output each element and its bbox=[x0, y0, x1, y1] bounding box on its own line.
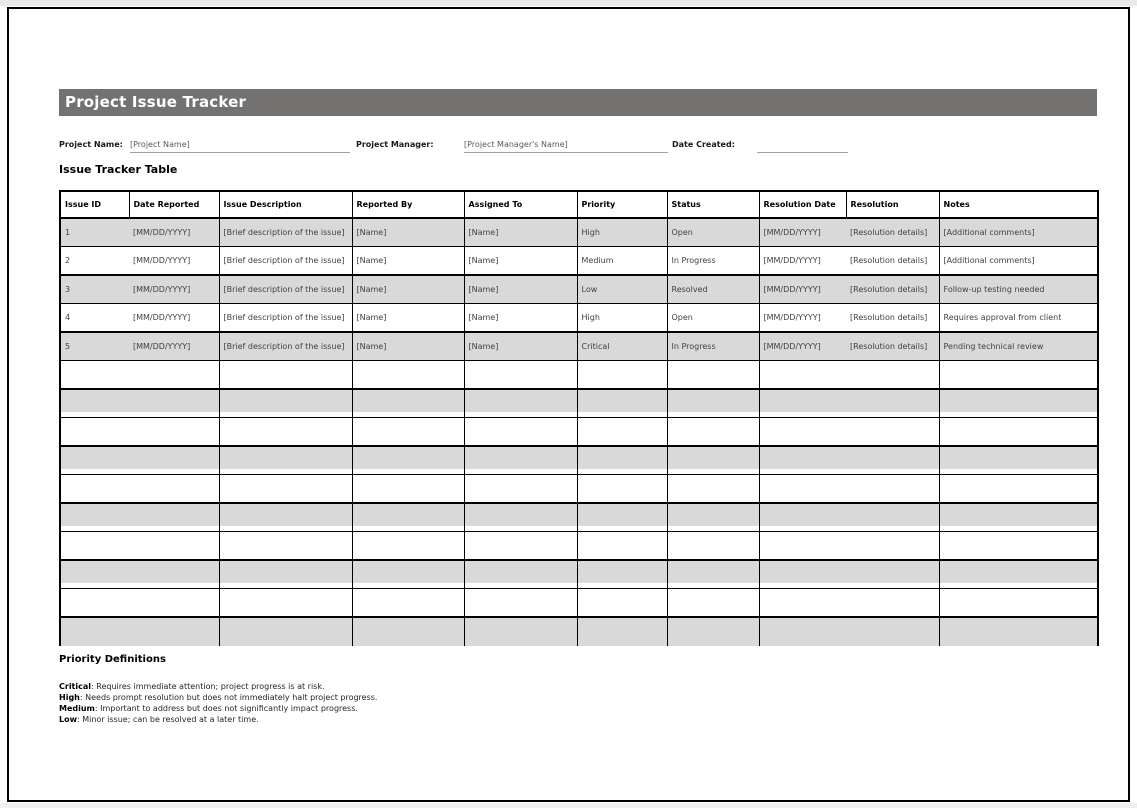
cell-issue-id[interactable]: 2 bbox=[60, 247, 129, 276]
cell-notes[interactable] bbox=[939, 475, 1098, 504]
cell-resolution-date[interactable]: [MM/DD/YYYY] bbox=[759, 275, 846, 304]
cell-resolution-date[interactable] bbox=[759, 617, 846, 646]
empty-table-row bbox=[60, 617, 1098, 646]
cell-assigned-to[interactable] bbox=[464, 475, 577, 504]
cell-priority[interactable] bbox=[577, 418, 667, 447]
cell-issue-id[interactable]: 1 bbox=[60, 218, 129, 247]
cell-notes[interactable] bbox=[939, 503, 1098, 532]
cell-assigned-to[interactable] bbox=[464, 418, 577, 447]
cell-notes[interactable] bbox=[939, 617, 1098, 646]
cell-date-reported[interactable] bbox=[129, 589, 219, 618]
cell-reported-by[interactable]: [Name] bbox=[352, 304, 464, 333]
cell-issue-id[interactable]: 5 bbox=[60, 332, 129, 361]
cell-issue-id[interactable] bbox=[60, 560, 129, 589]
cell-assigned-to[interactable]: [Name] bbox=[464, 304, 577, 333]
column-header-notes: Notes bbox=[939, 191, 1098, 218]
cell-issue-id[interactable] bbox=[60, 389, 129, 418]
cell-date-reported[interactable] bbox=[129, 361, 219, 390]
cell-notes[interactable]: [Additional comments] bbox=[939, 247, 1098, 276]
cell-priority[interactable] bbox=[577, 446, 667, 475]
cell-reported-by[interactable] bbox=[352, 418, 464, 447]
empty-table-row bbox=[60, 389, 1098, 418]
priority-separator: : bbox=[79, 693, 86, 702]
column-header-status: Status bbox=[667, 191, 759, 218]
document-page bbox=[7, 7, 1130, 802]
cell-reported-by[interactable] bbox=[352, 475, 464, 504]
cell-resolution[interactable] bbox=[846, 503, 939, 532]
cell-resolution[interactable] bbox=[846, 475, 939, 504]
cell-priority[interactable]: Critical bbox=[577, 332, 667, 361]
cell-resolution-date[interactable]: [MM/DD/YYYY] bbox=[759, 332, 846, 361]
project-name-label: Project Name: bbox=[59, 140, 123, 149]
cell-resolution[interactable] bbox=[846, 589, 939, 618]
cell-date-reported[interactable] bbox=[129, 532, 219, 561]
cell-resolution-date[interactable] bbox=[759, 389, 846, 418]
cell-date-reported[interactable] bbox=[129, 389, 219, 418]
column-header-assigned-to: Assigned To bbox=[464, 191, 577, 218]
cell-issue-description[interactable]: [Brief description of the issue] bbox=[219, 332, 352, 361]
cell-reported-by[interactable]: [Name] bbox=[352, 332, 464, 361]
priority-definition-text: Requires immediate attention; project progress is at risk. bbox=[96, 682, 325, 691]
cell-notes[interactable] bbox=[939, 389, 1098, 418]
cell-issue-id[interactable] bbox=[60, 532, 129, 561]
table-row bbox=[60, 275, 1098, 304]
column-header-issue-description: Issue Description bbox=[219, 191, 352, 218]
cell-issue-description[interactable] bbox=[219, 589, 352, 618]
empty-table-row bbox=[60, 361, 1098, 390]
window-backdrop-top bbox=[0, 0, 1137, 6]
date-created-input[interactable] bbox=[757, 137, 848, 153]
cell-status[interactable] bbox=[667, 446, 759, 475]
cell-notes[interactable] bbox=[939, 418, 1098, 447]
cell-notes[interactable]: [Additional comments] bbox=[939, 218, 1098, 247]
cell-assigned-to[interactable]: [Name] bbox=[464, 275, 577, 304]
priority-separator: : bbox=[91, 682, 97, 691]
cell-notes[interactable] bbox=[939, 361, 1098, 390]
priority-definition-text: Important to address but does not significantly impact progress. bbox=[100, 704, 358, 713]
priority-definition-text: Minor issue; can be resolved at a later time. bbox=[82, 715, 259, 724]
cell-resolution-date[interactable] bbox=[759, 418, 846, 447]
cell-priority[interactable] bbox=[577, 389, 667, 418]
page-title: Project Issue Tracker bbox=[65, 93, 247, 111]
issue-table-body bbox=[60, 218, 1098, 646]
cell-notes[interactable]: Pending technical review bbox=[939, 332, 1098, 361]
cell-issue-id[interactable] bbox=[60, 503, 129, 532]
cell-assigned-to[interactable]: [Name] bbox=[464, 218, 577, 247]
cell-date-reported[interactable] bbox=[129, 446, 219, 475]
cell-resolution[interactable] bbox=[846, 446, 939, 475]
cell-assigned-to[interactable] bbox=[464, 503, 577, 532]
cell-resolution[interactable] bbox=[846, 532, 939, 561]
document-title-bar bbox=[59, 89, 1097, 116]
cell-reported-by[interactable] bbox=[352, 560, 464, 589]
project-manager-label: Project Manager: bbox=[356, 140, 434, 149]
cell-issue-id[interactable]: 4 bbox=[60, 304, 129, 333]
cell-reported-by[interactable]: [Name] bbox=[352, 218, 464, 247]
cell-resolution-date[interactable]: [MM/DD/YYYY] bbox=[759, 218, 846, 247]
cell-status[interactable] bbox=[667, 589, 759, 618]
cell-issue-description[interactable] bbox=[219, 418, 352, 447]
priority-definition bbox=[59, 681, 377, 692]
cell-status[interactable] bbox=[667, 532, 759, 561]
cell-issue-description[interactable] bbox=[219, 617, 352, 646]
window-backdrop-bottom bbox=[0, 803, 1137, 808]
column-header-resolution-date: Resolution Date bbox=[759, 191, 846, 218]
empty-table-row bbox=[60, 589, 1098, 618]
table-row bbox=[60, 218, 1098, 247]
date-created-label: Date Created: bbox=[672, 140, 735, 149]
priority-term: Medium bbox=[59, 704, 95, 713]
column-header-issue-id: Issue ID bbox=[60, 191, 129, 218]
table-row bbox=[60, 304, 1098, 333]
cell-issue-description[interactable]: [Brief description of the issue] bbox=[219, 218, 352, 247]
cell-priority[interactable] bbox=[577, 589, 667, 618]
cell-notes[interactable] bbox=[939, 446, 1098, 475]
table-row bbox=[60, 247, 1098, 276]
cell-notes[interactable] bbox=[939, 589, 1098, 618]
cell-notes[interactable]: Requires approval from client bbox=[939, 304, 1098, 333]
cell-assigned-to[interactable] bbox=[464, 446, 577, 475]
cell-priority[interactable] bbox=[577, 617, 667, 646]
priority-definition bbox=[59, 714, 377, 725]
cell-assigned-to[interactable] bbox=[464, 532, 577, 561]
priority-definitions-title: Priority Definitions bbox=[59, 654, 166, 665]
cell-resolution-date[interactable] bbox=[759, 503, 846, 532]
cell-issue-id[interactable] bbox=[60, 446, 129, 475]
cell-date-reported[interactable] bbox=[129, 617, 219, 646]
cell-date-reported[interactable] bbox=[129, 503, 219, 532]
cell-issue-description[interactable] bbox=[219, 389, 352, 418]
empty-table-row bbox=[60, 418, 1098, 447]
cell-resolution[interactable] bbox=[846, 389, 939, 418]
cell-status[interactable] bbox=[667, 418, 759, 447]
cell-resolution[interactable] bbox=[846, 560, 939, 589]
cell-priority[interactable]: Low bbox=[577, 275, 667, 304]
cell-notes[interactable]: Follow-up testing needed bbox=[939, 275, 1098, 304]
column-header-priority: Priority bbox=[577, 191, 667, 218]
cell-priority[interactable] bbox=[577, 532, 667, 561]
priority-definitions-list bbox=[59, 681, 377, 725]
cell-reported-by[interactable] bbox=[352, 361, 464, 390]
cell-date-reported[interactable]: [MM/DD/YYYY] bbox=[129, 218, 219, 247]
table-section-title: Issue Tracker Table bbox=[59, 163, 178, 176]
cell-issue-description[interactable]: [Brief description of the issue] bbox=[219, 275, 352, 304]
cell-issue-id[interactable] bbox=[60, 589, 129, 618]
cell-reported-by[interactable]: [Name] bbox=[352, 275, 464, 304]
cell-issue-id[interactable] bbox=[60, 475, 129, 504]
cell-resolution[interactable]: [Resolution details] bbox=[846, 247, 939, 276]
cell-priority[interactable]: High bbox=[577, 218, 667, 247]
cell-resolution-date[interactable] bbox=[759, 532, 846, 561]
priority-definition bbox=[59, 692, 377, 703]
cell-resolution[interactable]: [Resolution details] bbox=[846, 304, 939, 333]
cell-resolution-date[interactable] bbox=[759, 475, 846, 504]
cell-reported-by[interactable] bbox=[352, 389, 464, 418]
cell-status[interactable] bbox=[667, 361, 759, 390]
cell-notes[interactable] bbox=[939, 532, 1098, 561]
cell-issue-description[interactable] bbox=[219, 361, 352, 390]
cell-issue-description[interactable] bbox=[219, 560, 352, 589]
cell-date-reported[interactable]: [MM/DD/YYYY] bbox=[129, 332, 219, 361]
cell-resolution[interactable]: [Resolution details] bbox=[846, 275, 939, 304]
cell-resolution-date[interactable] bbox=[759, 560, 846, 589]
cell-issue-description[interactable]: [Brief description of the issue] bbox=[219, 304, 352, 333]
cell-date-reported[interactable] bbox=[129, 475, 219, 504]
project-manager-input[interactable]: [Project Manager's Name] bbox=[464, 137, 668, 153]
priority-term: Low bbox=[59, 715, 77, 724]
cell-assigned-to[interactable] bbox=[464, 560, 577, 589]
table-header-row bbox=[60, 191, 1098, 218]
cell-assigned-to[interactable]: [Name] bbox=[464, 332, 577, 361]
priority-term: Critical bbox=[59, 682, 92, 691]
cell-status[interactable]: In Progress bbox=[667, 332, 759, 361]
cell-date-reported[interactable]: [MM/DD/YYYY] bbox=[129, 275, 219, 304]
cell-status[interactable] bbox=[667, 503, 759, 532]
cell-issue-description[interactable] bbox=[219, 475, 352, 504]
cell-priority[interactable]: High bbox=[577, 304, 667, 333]
cell-issue-id[interactable]: 3 bbox=[60, 275, 129, 304]
cell-issue-id[interactable] bbox=[60, 617, 129, 646]
empty-table-row bbox=[60, 446, 1098, 475]
cell-issue-description[interactable] bbox=[219, 532, 352, 561]
cell-status[interactable] bbox=[667, 389, 759, 418]
cell-date-reported[interactable] bbox=[129, 418, 219, 447]
cell-priority[interactable] bbox=[577, 361, 667, 390]
priority-definition-text: Needs prompt resolution but does not immediately halt project progress. bbox=[85, 693, 378, 702]
cell-status[interactable] bbox=[667, 475, 759, 504]
cell-reported-by[interactable] bbox=[352, 617, 464, 646]
priority-term: High bbox=[59, 693, 80, 702]
cell-resolution[interactable]: [Resolution details] bbox=[846, 332, 939, 361]
cell-resolution-date[interactable]: [MM/DD/YYYY] bbox=[759, 304, 846, 333]
cell-issue-description[interactable] bbox=[219, 446, 352, 475]
cell-resolution-date[interactable] bbox=[759, 446, 846, 475]
cell-assigned-to[interactable] bbox=[464, 589, 577, 618]
column-header-reported-by: Reported By bbox=[352, 191, 464, 218]
issue-tracker-table bbox=[59, 190, 1099, 646]
priority-separator: : bbox=[94, 704, 101, 713]
cell-date-reported[interactable] bbox=[129, 560, 219, 589]
cell-reported-by[interactable]: [Name] bbox=[352, 247, 464, 276]
cell-issue-description[interactable]: [Brief description of the issue] bbox=[219, 247, 352, 276]
cell-resolution-date[interactable] bbox=[759, 589, 846, 618]
cell-priority[interactable] bbox=[577, 560, 667, 589]
cell-status[interactable]: Resolved bbox=[667, 275, 759, 304]
empty-table-row bbox=[60, 560, 1098, 589]
cell-reported-by[interactable] bbox=[352, 589, 464, 618]
cell-assigned-to[interactable]: [Name] bbox=[464, 247, 577, 276]
cell-reported-by[interactable] bbox=[352, 532, 464, 561]
cell-reported-by[interactable] bbox=[352, 446, 464, 475]
cell-priority[interactable] bbox=[577, 503, 667, 532]
cell-resolution[interactable]: [Resolution details] bbox=[846, 218, 939, 247]
empty-table-row bbox=[60, 503, 1098, 532]
cell-issue-id[interactable] bbox=[60, 418, 129, 447]
cell-status[interactable]: Open bbox=[667, 304, 759, 333]
cell-status[interactable] bbox=[667, 617, 759, 646]
cell-priority[interactable] bbox=[577, 475, 667, 504]
column-header-date-reported: Date Reported bbox=[129, 191, 219, 218]
table-row bbox=[60, 332, 1098, 361]
priority-definition bbox=[59, 703, 377, 714]
column-header-resolution: Resolution bbox=[846, 191, 939, 218]
cell-resolution[interactable] bbox=[846, 418, 939, 447]
cell-issue-description[interactable] bbox=[219, 503, 352, 532]
project-name-input[interactable]: [Project Name] bbox=[130, 137, 350, 153]
cell-date-reported[interactable]: [MM/DD/YYYY] bbox=[129, 247, 219, 276]
cell-date-reported[interactable]: [MM/DD/YYYY] bbox=[129, 304, 219, 333]
cell-resolution[interactable] bbox=[846, 361, 939, 390]
cell-resolution-date[interactable]: [MM/DD/YYYY] bbox=[759, 247, 846, 276]
cell-resolution[interactable] bbox=[846, 617, 939, 646]
cell-status[interactable]: Open bbox=[667, 218, 759, 247]
cell-resolution-date[interactable] bbox=[759, 361, 846, 390]
cell-priority[interactable]: Medium bbox=[577, 247, 667, 276]
empty-table-row bbox=[60, 532, 1098, 561]
cell-assigned-to[interactable] bbox=[464, 617, 577, 646]
priority-separator: : bbox=[76, 715, 83, 724]
cell-reported-by[interactable] bbox=[352, 503, 464, 532]
cell-status[interactable] bbox=[667, 560, 759, 589]
cell-status[interactable]: In Progress bbox=[667, 247, 759, 276]
cell-notes[interactable] bbox=[939, 560, 1098, 589]
cell-assigned-to[interactable] bbox=[464, 389, 577, 418]
cell-issue-id[interactable] bbox=[60, 361, 129, 390]
empty-table-row bbox=[60, 475, 1098, 504]
cell-assigned-to[interactable] bbox=[464, 361, 577, 390]
